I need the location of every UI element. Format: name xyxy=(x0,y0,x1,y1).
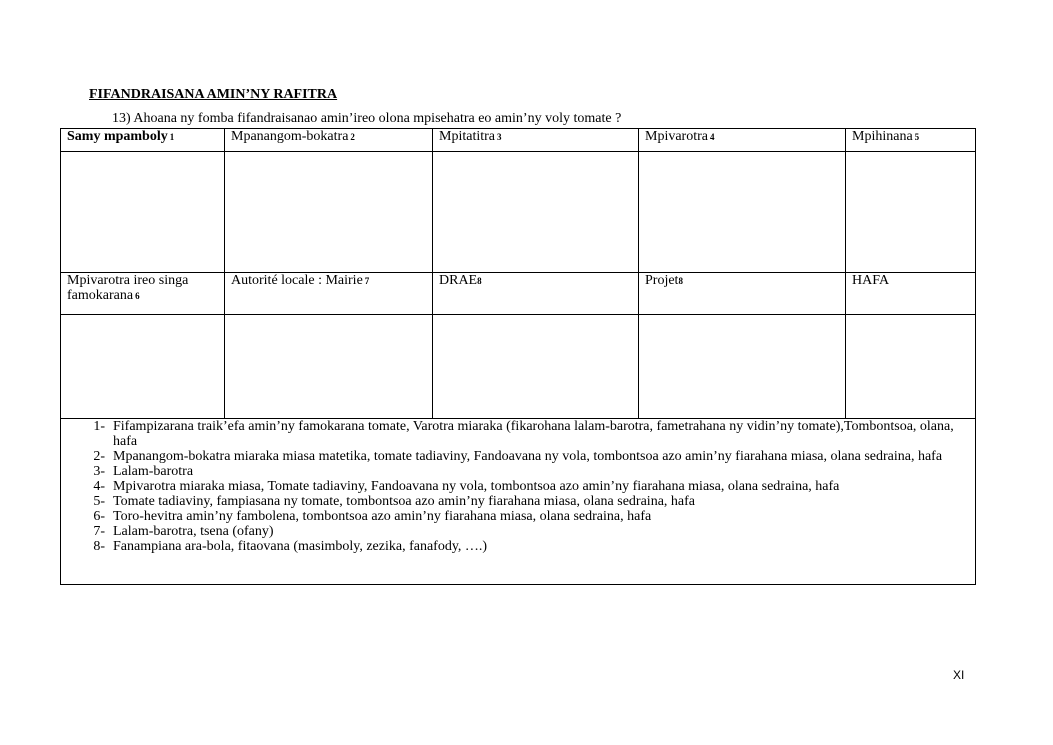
header-label: Mpihinana xyxy=(852,129,913,144)
header-footnote-num: 1 xyxy=(169,132,175,142)
col-header-collectors xyxy=(225,129,433,152)
header-label: Mpivarotra ireo singa famokarana xyxy=(67,273,189,303)
col-header-project xyxy=(639,273,846,315)
col-header-other xyxy=(846,273,976,315)
header-label: Mpitatitra xyxy=(439,129,495,144)
note-number: 3- xyxy=(93,464,105,479)
header-footnote-num: 7 xyxy=(364,276,370,286)
notes-row xyxy=(61,419,976,585)
header-row-1 xyxy=(61,129,976,152)
list-item xyxy=(61,449,969,464)
list-item xyxy=(61,479,969,494)
col-header-farmers xyxy=(61,129,225,152)
answer-cell[interactable] xyxy=(433,315,639,419)
header-label: Autorité locale : Mairie xyxy=(231,273,363,288)
col-header-sellers xyxy=(639,129,846,152)
note-text: Mpanangom-bokatra miaraka miasa matetika, tomate tadiaviny, Fandoavana ny vola, tombontsoa azo amin’ny fiarahana miasa, olana sedraina, hafa xyxy=(113,449,943,464)
header-footnote-num: 2 xyxy=(350,132,355,142)
note-number: 5- xyxy=(93,494,105,509)
answer-row-1 xyxy=(61,152,976,273)
note-number: 8- xyxy=(93,539,105,554)
header-label: Mpivarotra xyxy=(645,129,708,144)
list-item xyxy=(61,509,969,524)
note-text: Toro-hevitra amin’ny fambolena, tombontsoa azo amin’ny fiarahana miasa, olana sedraina, hafa xyxy=(113,509,652,524)
answer-cell[interactable] xyxy=(225,152,433,273)
header-label: Projet xyxy=(645,273,679,288)
list-item xyxy=(61,539,969,554)
answer-cell[interactable] xyxy=(433,152,639,273)
col-header-consumers xyxy=(846,129,976,152)
list-item xyxy=(61,419,969,449)
note-text: Fifampizarana traik’efa amin’ny famokarana tomate, Varotra miaraka (fikarohana lalam-barotra, fametrahana ny vidin’ny tomate),Tombontsoa, olana, hafa xyxy=(113,419,954,449)
section-heading: FIFANDRAISANA AMIN’NY RAFITRA xyxy=(89,87,338,102)
note-number: 2- xyxy=(93,449,105,464)
answer-cell[interactable] xyxy=(225,315,433,419)
header-footnote-num: 8 xyxy=(678,276,683,286)
answer-cell[interactable] xyxy=(61,315,225,419)
header-row-2 xyxy=(61,273,976,315)
note-number: 1- xyxy=(93,419,105,434)
footnotes-list xyxy=(61,419,969,554)
note-number: 4- xyxy=(93,479,105,494)
list-item xyxy=(61,464,969,479)
answer-cell[interactable] xyxy=(639,152,846,273)
note-text: Tomate tadiaviny, fampiasana ny tomate, tombontsoa azo amin’ny fiarahana miasa, olana sedraina, hafa xyxy=(113,494,695,509)
answer-cell[interactable] xyxy=(61,152,225,273)
header-label: Samy mpamboly xyxy=(67,129,168,144)
header-footnote-num: 4 xyxy=(709,132,715,142)
note-text: Lalam-barotra xyxy=(113,464,194,479)
relations-table xyxy=(60,128,976,585)
note-text: Mpivarotra miaraka miasa, Tomate tadiaviny, Fandoavana ny vola, tombontsoa azo amin’ny fiarahana miasa, olana sedraina, hafa xyxy=(113,479,840,494)
question-text: 13) Ahoana ny fomba fifandraisanao amin’ireo olona mpisehatra eo amin’ny voly tomate ? xyxy=(112,111,622,126)
header-footnote-num: 3 xyxy=(497,132,502,142)
list-item xyxy=(61,524,969,539)
note-number: 7- xyxy=(93,524,105,539)
answer-cell[interactable] xyxy=(846,152,976,273)
header-footnote-num: 8 xyxy=(477,276,482,286)
answer-row-2 xyxy=(61,315,976,419)
list-item xyxy=(61,494,969,509)
col-header-local-authority xyxy=(225,273,433,315)
header-label: Mpanangom-bokatra xyxy=(231,129,349,144)
page-number: XI xyxy=(953,668,965,682)
header-label: DRAE xyxy=(439,273,478,288)
col-header-drae xyxy=(433,273,639,315)
header-footnote-num: 6 xyxy=(135,291,140,301)
header-label: HAFA xyxy=(852,273,890,288)
notes-cell xyxy=(61,419,976,585)
answer-cell[interactable] xyxy=(639,315,846,419)
answer-cell[interactable] xyxy=(846,315,976,419)
col-header-input-sellers xyxy=(61,273,225,315)
header-footnote-num: 5 xyxy=(914,132,920,142)
note-text: Lalam-barotra, tsena (ofany) xyxy=(113,524,274,539)
note-text: Fanampiana ara-bola, fitaovana (masimboly, zezika, fanafody, ….) xyxy=(113,539,488,554)
note-number: 6- xyxy=(93,509,105,524)
col-header-transporters xyxy=(433,129,639,152)
